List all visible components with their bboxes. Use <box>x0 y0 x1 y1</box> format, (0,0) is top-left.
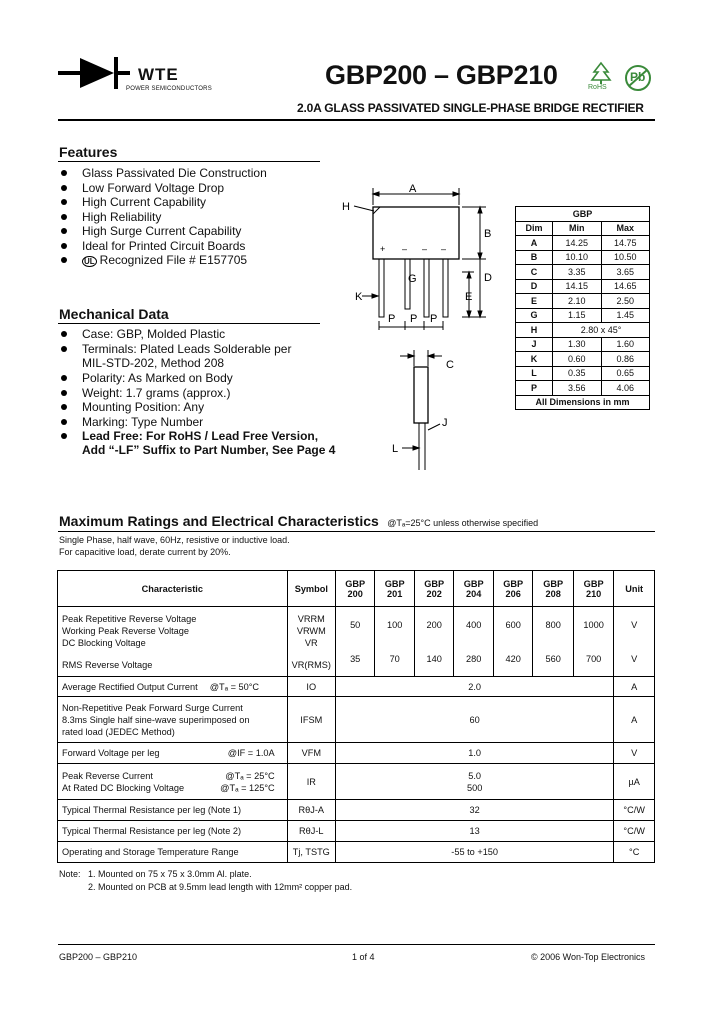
table-row <box>516 323 650 338</box>
symbol-cell <box>287 607 335 677</box>
notes-label: Note: <box>59 869 81 879</box>
min-cell: 3.35 <box>553 265 601 280</box>
dim-label-k: K <box>355 291 363 303</box>
footer-rule <box>58 944 655 945</box>
dim-cell: E <box>516 294 553 309</box>
list-item: Lead Free: For RoHS / Lead Free Version, <box>58 429 358 444</box>
ratings-condition: @Tₐ=25°C unless otherwise specified <box>387 518 539 528</box>
dim-cell: B <box>516 250 553 265</box>
unit-value: V <box>631 653 638 664</box>
list-item: Case: GBP, Molded Plastic <box>58 327 358 342</box>
min-cell: 10.10 <box>553 250 601 265</box>
table-row <box>58 677 655 697</box>
char-line: RMS Reverse Voltage <box>62 659 153 670</box>
table-header: Max <box>601 221 649 236</box>
ratings-rule <box>58 531 655 532</box>
vrms-value: 140 <box>426 653 442 664</box>
max-cell: 1.45 <box>601 308 649 323</box>
list-item: Polarity: As Marked on Body <box>58 371 358 386</box>
pb-free-badge <box>624 64 652 92</box>
part-header <box>414 571 454 607</box>
unit-cell: °C/W <box>614 821 655 842</box>
dim-label-p: P <box>410 313 418 325</box>
part-number: 200 <box>347 588 363 599</box>
char-text: Average Rectified Output Current <box>62 681 198 692</box>
column-header-symbol: Symbol <box>287 571 335 607</box>
ratings-heading: Maximum Ratings and Electrical Characteristics <box>59 513 379 529</box>
rohs-tree-icon <box>590 62 612 84</box>
note-1: 1. Mounted on 75 x 75 x 3.0mm Al. plate. <box>88 869 252 879</box>
condition-text: @Tₐ = 50°C <box>209 681 260 692</box>
value-cell: -55 to +150 <box>335 842 613 863</box>
list-item: Marking: Type Number <box>58 415 358 430</box>
max-cell: 10.50 <box>601 250 649 265</box>
pb-label: Pb <box>630 70 646 84</box>
dim-cell: A <box>516 236 553 251</box>
dim-label-p: P <box>388 313 396 325</box>
vrrm-value: 400 <box>466 619 482 630</box>
column-header-unit: Unit <box>614 571 655 607</box>
table-row <box>516 352 650 367</box>
ratings-heading-row <box>59 513 538 531</box>
part-header <box>533 571 573 607</box>
value-cell: 1.0 <box>335 743 613 764</box>
characteristic-cell: Typical Thermal Resistance per leg (Note 2) <box>58 821 288 842</box>
min-cell: 14.25 <box>553 236 601 251</box>
mechanical-rule <box>58 323 320 324</box>
value-cell <box>454 607 494 677</box>
brand-subtitle: POWER SEMICONDUCTORS <box>126 86 212 92</box>
ratings-intro-2: For capacitive load, derate current by 20%. <box>59 547 231 557</box>
vrms-value: 280 <box>466 653 482 664</box>
symbol-cell: VFM <box>287 743 335 764</box>
max-cell: 0.65 <box>601 366 649 381</box>
table-row <box>516 236 650 251</box>
table-row <box>516 265 650 280</box>
vrrm-value: 800 <box>545 619 561 630</box>
condition-text: @Tₐ = 125°C <box>220 782 275 793</box>
list-item: Low Forward Voltage Drop <box>58 181 328 196</box>
char-line: Peak Repetitive Reverse Voltage <box>62 613 197 624</box>
list-item: High Surge Current Capability <box>58 224 328 239</box>
part-prefix: GBP <box>424 578 445 589</box>
value-cell <box>573 607 613 677</box>
mechanical-heading: Mechanical Data <box>59 306 169 322</box>
dim-cell: K <box>516 352 553 367</box>
min-cell: 0.60 <box>553 352 601 367</box>
char-line: Working Peak Reverse Voltage <box>62 625 189 636</box>
dim-label-j: J <box>442 417 448 429</box>
note-2: 2. Mounted on PCB at 9.5mm lead length with 12mm² copper pad. <box>88 882 353 892</box>
dim-cell: P <box>516 381 553 396</box>
char-line: Non-Repetitive Peak Forward Surge Current <box>62 702 243 713</box>
vrms-value: 70 <box>389 653 400 664</box>
characteristic-cell <box>58 764 288 800</box>
characteristic-cell <box>58 697 288 743</box>
symbol-line: VR(RMS) <box>291 659 331 670</box>
unit-cell: V <box>614 743 655 764</box>
max-cell: 14.75 <box>601 236 649 251</box>
min-cell: 0.35 <box>553 366 601 381</box>
max-cell: 0.86 <box>601 352 649 367</box>
characteristic-cell: Operating and Storage Temperature Range <box>58 842 288 863</box>
value-cell <box>335 607 375 677</box>
unit-cell: A <box>614 697 655 743</box>
footer-copyright: © 2006 Won-Top Electronics <box>531 952 646 962</box>
features-rule <box>58 161 320 162</box>
ir-value: 5.0 <box>468 770 482 781</box>
unit-cell: µA <box>614 764 655 800</box>
mechanical-list <box>58 327 358 356</box>
vrms-value: 420 <box>505 653 521 664</box>
symbol-line: VRWM <box>296 625 326 636</box>
list-item <box>58 253 328 270</box>
char-line: rated load (JEDEC Method) <box>62 726 175 737</box>
part-header <box>573 571 613 607</box>
part-header <box>454 571 494 607</box>
pin-mark: – <box>402 244 408 254</box>
dim-label-c: C <box>446 359 454 371</box>
part-number: 201 <box>387 588 403 599</box>
table-footer: All Dimensions in mm <box>516 395 650 410</box>
table-row <box>58 800 655 821</box>
min-cell: 1.15 <box>553 308 601 323</box>
symbol-cell: RθJ-L <box>287 821 335 842</box>
rohs-badge <box>588 62 614 94</box>
part-header <box>375 571 415 607</box>
table-row <box>516 366 650 381</box>
header-rule <box>58 119 655 121</box>
rohs-label: RoHS <box>588 84 607 91</box>
features-heading: Features <box>59 144 118 160</box>
vrrm-value: 100 <box>387 619 403 630</box>
vrrm-value: 50 <box>350 619 361 630</box>
part-prefix: GBP <box>503 578 524 589</box>
table-row <box>58 607 655 677</box>
list-item: High Current Capability <box>58 195 328 210</box>
value-cell: 13 <box>335 821 613 842</box>
dim-label-d: D <box>484 272 492 284</box>
list-item: Glass Passivated Die Construction <box>58 166 328 181</box>
unit-cell: A <box>614 677 655 697</box>
char-text: Forward Voltage per leg <box>62 748 160 758</box>
characteristic-cell: Typical Thermal Resistance per leg (Note 1) <box>58 800 288 821</box>
max-cell: 3.65 <box>601 265 649 280</box>
table-row <box>516 337 650 352</box>
page-title: GBP200 – GBP210 <box>325 60 558 90</box>
dim-label-g: G <box>408 273 417 285</box>
table-row <box>516 294 650 309</box>
list-item: Ideal for Printed Circuit Boards <box>58 239 328 254</box>
ir-value: 500 <box>466 782 483 793</box>
symbol-cell: IFSM <box>287 697 335 743</box>
dimension-table <box>515 206 650 410</box>
dim-cell: C <box>516 265 553 280</box>
min-cell: 14.15 <box>553 279 601 294</box>
char-line: 8.3ms Single half sine-wave superimposed on <box>62 714 250 725</box>
table-header: GBP <box>516 207 650 222</box>
features-list <box>58 166 328 270</box>
condition-text: @IF = 1.0A <box>227 748 275 758</box>
symbol-cell: IR <box>287 764 335 800</box>
vrms-value: 35 <box>350 653 361 664</box>
characteristic-cell <box>58 677 288 697</box>
part-number: 204 <box>466 588 482 599</box>
value-cell: 60 <box>335 697 613 743</box>
dim-label-p: P <box>430 313 438 325</box>
mechanical-list-2 <box>58 371 358 444</box>
value-cell <box>414 607 454 677</box>
footer-page-number: 1 of 4 <box>352 952 375 962</box>
condition-text: @Tₐ = 25°C <box>225 770 275 781</box>
symbol-cell: Tj, TSTG <box>287 842 335 863</box>
part-prefix: GBP <box>384 578 405 589</box>
list-item: High Reliability <box>58 210 328 225</box>
part-prefix: GBP <box>543 578 564 589</box>
unit-cell: °C <box>614 842 655 863</box>
dim-cell: J <box>516 337 553 352</box>
table-header: Dim <box>516 221 553 236</box>
vrrm-value: 1000 <box>583 619 604 630</box>
h-value-cell: 2.80 x 45° <box>553 323 650 338</box>
vrrm-value: 200 <box>426 619 442 630</box>
part-header <box>335 571 375 607</box>
dim-label-l: L <box>392 443 399 455</box>
table-row <box>58 764 655 800</box>
pin-mark: – <box>441 244 447 254</box>
ul-mark-icon: UL <box>84 257 95 266</box>
value-cell <box>375 607 415 677</box>
table-row <box>516 308 650 323</box>
characteristic-cell <box>58 607 288 677</box>
table-row <box>58 743 655 764</box>
part-header <box>493 571 533 607</box>
list-item: Weight: 1.7 grams (approx.) <box>58 386 358 401</box>
pin-mark: – <box>422 244 428 254</box>
char-line: DC Blocking Voltage <box>62 637 146 648</box>
ul-recognition-text: Recognized File # E157705 <box>99 253 248 267</box>
list-item: Mounting Position: Any <box>58 400 358 415</box>
max-cell: 4.06 <box>601 381 649 396</box>
part-number: 206 <box>505 588 521 599</box>
pin-mark: + <box>380 244 386 254</box>
char-text: Peak Reverse Current <box>62 770 153 781</box>
diode-logo-icon <box>58 56 130 92</box>
leadfree-continuation: Add “-LF” Suffix to Part Number, See Page 4 <box>82 443 336 457</box>
max-cell: 14.65 <box>601 279 649 294</box>
page-subtitle: 2.0A GLASS PASSIVATED SINGLE-PHASE BRIDGE RECTIFIER <box>297 101 644 115</box>
char-text: At Rated DC Blocking Voltage <box>62 782 185 793</box>
unit-value: V <box>631 619 638 630</box>
min-cell: 3.56 <box>553 381 601 396</box>
table-row <box>516 279 650 294</box>
table-row <box>516 250 650 265</box>
dim-cell: G <box>516 308 553 323</box>
value-cell <box>533 607 573 677</box>
vrrm-value: 600 <box>505 619 521 630</box>
symbol-cell: IO <box>287 677 335 697</box>
characteristic-cell <box>58 743 288 764</box>
value-cell: 2.0 <box>335 677 613 697</box>
part-prefix: GBP <box>463 578 484 589</box>
value-cell <box>335 764 613 800</box>
table-row <box>516 381 650 396</box>
unit-cell: °C/W <box>614 800 655 821</box>
ratings-table <box>57 570 655 863</box>
table-row <box>58 697 655 743</box>
value-cell: 32 <box>335 800 613 821</box>
symbol-cell: RθJ-A <box>287 800 335 821</box>
value-cell <box>493 607 533 677</box>
column-header-characteristic: Characteristic <box>58 571 288 607</box>
dim-label-h: H <box>342 201 350 213</box>
brand-name: WTE <box>138 65 179 84</box>
symbol-line: VRRM <box>297 613 325 624</box>
min-cell: 2.10 <box>553 294 601 309</box>
footer-part-range: GBP200 – GBP210 <box>59 952 138 962</box>
dim-label-a: A <box>409 183 417 195</box>
max-cell: 1.60 <box>601 337 649 352</box>
list-item: Terminals: Plated Leads Solderable per <box>58 342 358 357</box>
min-cell: 1.30 <box>553 337 601 352</box>
dim-cell: L <box>516 366 553 381</box>
table-row <box>58 821 655 842</box>
package-outline-diagram <box>340 180 490 470</box>
dim-cell: D <box>516 279 553 294</box>
part-prefix: GBP <box>583 578 604 589</box>
terminals-continuation: MIL-STD-202, Method 208 <box>82 356 225 370</box>
dim-label-e: E <box>465 291 473 303</box>
part-prefix: GBP <box>345 578 366 589</box>
vrms-value: 560 <box>545 653 561 664</box>
table-row <box>58 842 655 863</box>
symbol-line: VR <box>304 637 318 648</box>
dim-cell: H <box>516 323 553 338</box>
unit-cell <box>614 607 655 677</box>
company-logo <box>58 56 218 96</box>
part-number: 208 <box>545 588 561 599</box>
vrms-value: 700 <box>585 653 602 664</box>
part-number: 210 <box>585 588 602 599</box>
dim-label-b: B <box>484 228 492 240</box>
ratings-intro-1: Single Phase, half wave, 60Hz, resistive or inductive load. <box>59 535 290 545</box>
table-header: Min <box>553 221 601 236</box>
part-number: 202 <box>426 588 442 599</box>
max-cell: 2.50 <box>601 294 649 309</box>
